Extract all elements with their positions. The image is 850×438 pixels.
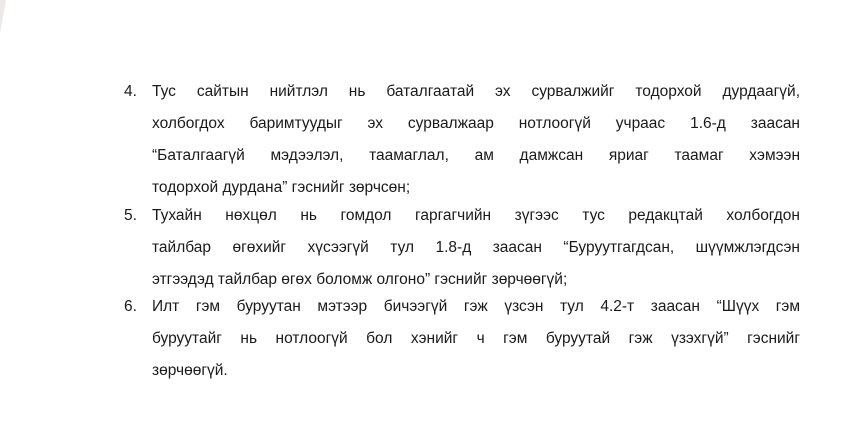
text-line: тодорхой дурдана” гэснийг зөрчсөн;: [152, 179, 411, 196]
text-line: буруутайг нь нотлоогүй бол хэнийг ч гэм буруутай гэж үзэхгүй” гэснийг: [152, 330, 800, 347]
text-line: Илт гэм буруутан мэтээр бичээгүй гэж үзсэн тул 4.2-т заасан “Шүүх гэм: [152, 298, 800, 315]
text-line: “Баталгаагүй мэдээлэл, таамаглал, ам дамжсан яриаг таамаг хэмээн: [152, 147, 800, 164]
list-item-text: [152, 76, 800, 204]
text-line: зөрчөөгүй.: [152, 362, 228, 379]
text-line: Тус сайтын нийтлэл нь баталгаатай эх сурвалжийг тодорхой дурдаагүй,: [152, 83, 800, 100]
text-line: этгээдэд тайлбар өгөх боломж олгоно” гэснийг зөрчөөгүй;: [152, 271, 568, 288]
text-line: Тухайн нөхцөл нь гомдол гаргагчийн зүгээс тус редакцтай холбогдон: [152, 207, 800, 224]
list-item-text: [152, 291, 800, 387]
text-line: тайлбар өгөхийг хүсээгүй тул 1.8-д заасан “Буруутгагдсан, шүүмжлэгдсэн: [152, 239, 800, 256]
list-item-text: [152, 200, 800, 296]
list-item-number: 6.: [124, 298, 137, 315]
text-line: холбогдох баримтуудыг эх сурвалжаар нотлоогүй учраас 1.6-д заасан: [152, 115, 800, 132]
list-item-number: 4.: [124, 83, 137, 100]
list-item-number: 5.: [124, 207, 137, 224]
